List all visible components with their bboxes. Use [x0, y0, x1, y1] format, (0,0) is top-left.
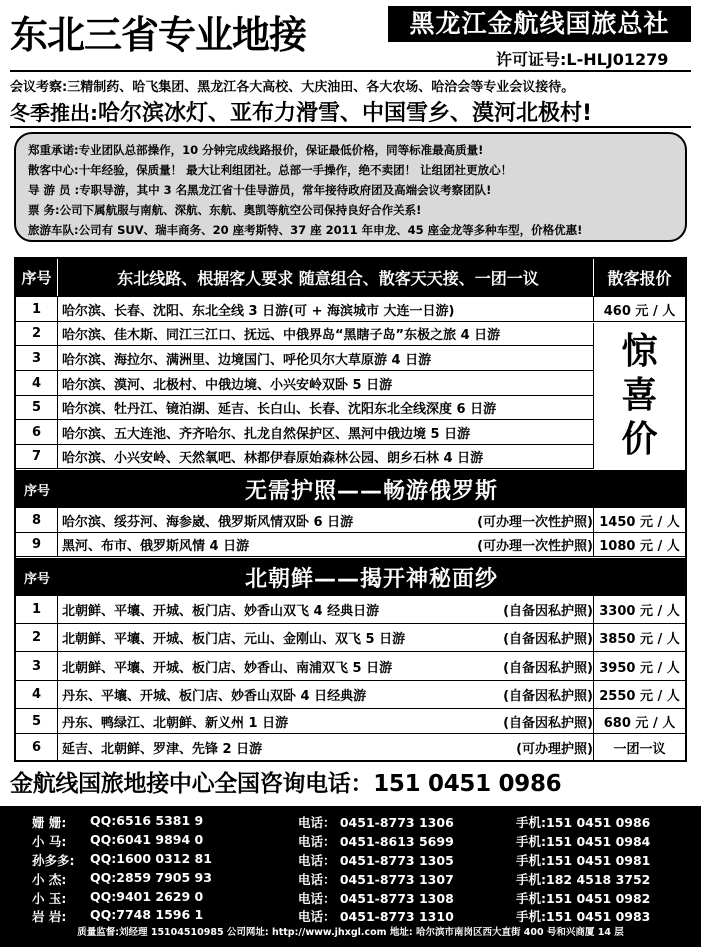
contact-tel: 电话： 0451-8773 1305	[298, 853, 454, 868]
col-title-header: 东北线路、根据客人要求 随意组合、散客天天接、一团一议	[117, 269, 539, 288]
row-route: 延吉、北朝鲜、罗津、先锋 2 日游	[62, 741, 263, 757]
contact-qq: QQ:6041 9894 0	[90, 832, 204, 847]
info-text: 公司下属航服与南航、深航、东航、奥凯等航空公司保持良好合作关系!	[59, 203, 422, 217]
contact-qq: QQ:6516 5381 9	[90, 813, 204, 828]
row-no: 3	[16, 346, 58, 370]
table-row	[16, 346, 685, 371]
contact-tel: 电话： 0451-8773 1308	[298, 891, 454, 906]
row-no: 8	[16, 508, 58, 532]
row-price: 1080 元 / 人	[593, 533, 685, 556]
row-no: 6	[16, 734, 58, 760]
col-no-header: 序号	[16, 259, 58, 296]
license-number: 许可证号:L-HLJ01279	[496, 50, 669, 69]
row-route: 哈尔滨、牡丹江、镜泊湖、延吉、长白山、长春、沈阳东北全线深度 6 日游	[62, 402, 497, 417]
table-row	[16, 624, 685, 652]
table-row	[16, 396, 685, 420]
info-label: 郑重承诺:	[28, 143, 79, 157]
row-no: 6	[16, 420, 58, 444]
row-route: 哈尔滨、绥芬河、海参崴、俄罗斯风情双卧 6 日游	[62, 514, 354, 530]
contact-name: 姗 姗:	[32, 815, 67, 830]
table-row	[16, 508, 685, 533]
contact-mobile: 手机:151 0451 0986	[516, 815, 651, 830]
surprise-char: 喜	[621, 375, 658, 416]
info-label: 散客中心:	[28, 163, 79, 177]
surprise-price	[593, 323, 685, 469]
row-price: 一团一议	[593, 734, 685, 760]
table-row	[16, 420, 685, 445]
main-title: 东北三省专业地接	[10, 13, 307, 57]
table-row	[16, 445, 685, 469]
tour-table	[14, 257, 687, 762]
row-note: (可办理一次性护照)	[477, 514, 593, 530]
row-no: 4	[16, 371, 58, 395]
table-row	[16, 652, 685, 681]
row-route: 黑河、布市、俄罗斯风情 4 日游	[62, 539, 250, 554]
table-row	[16, 709, 685, 734]
contact-name: 孙多多:	[32, 853, 75, 868]
contact-row	[0, 832, 701, 851]
contact-tel: 电话： 0451-8773 1307	[298, 872, 454, 887]
row-no: 5	[16, 709, 58, 733]
surprise-char: 价	[621, 419, 658, 460]
info-box	[14, 132, 687, 242]
row-no: 2	[16, 624, 58, 651]
row-no: 9	[16, 533, 58, 556]
row-no: 3	[16, 652, 58, 680]
divider	[10, 70, 691, 72]
hotline: 金航线国旅地接中心全国咨询电话：151 0451 0986	[10, 771, 562, 797]
meeting-label: 会议考察:	[10, 80, 68, 95]
winter-label: 冬季推出:	[10, 101, 98, 125]
contact-name: 小 马:	[32, 834, 67, 849]
row-route: 哈尔滨、长春、沈阳、东北全线 3 日游(可 + 海滨城市 大连一日游)	[62, 303, 455, 319]
contact-qq: QQ:7748 1596 1	[90, 907, 204, 922]
contact-mobile: 手机:151 0451 0983	[516, 909, 651, 924]
info-item-fleet	[28, 220, 685, 240]
winter-text: 哈尔滨冰灯、亚布力滑雪、中国雪乡、漠河北极村!	[98, 101, 593, 126]
row-price: 680 元 / 人	[593, 709, 685, 733]
divider	[10, 126, 691, 128]
row-note: (自备因私护照)	[503, 632, 593, 647]
row-route: 哈尔滨、海拉尔、满洲里、边境国门、呼伦贝尔大草原游 4 日游	[62, 352, 432, 368]
table-row	[16, 322, 685, 346]
contact-tel: 电话： 0451-8773 1306	[298, 815, 454, 830]
row-price: 2550 元 / 人	[593, 681, 685, 708]
row-route: 北朝鲜、平壤、开城、板门店、元山、金刚山、双飞 5 日游	[62, 632, 406, 647]
row-route: 北朝鲜、平壤、开城、板门店、妙香山双飞 4 经典日游	[62, 604, 380, 619]
row-price: 460 元 / 人	[593, 297, 685, 321]
contact-mobile: 手机:151 0451 0982	[516, 891, 651, 906]
row-price: 3850 元 / 人	[593, 624, 685, 651]
contact-tel: 电话： 0451-8773 1310	[298, 909, 454, 924]
company-name: 黑龙江金航线国旅总社	[388, 6, 691, 42]
info-text: 公司有 SUV、瑞丰商务、20 座考斯特、37 座 2011 年申龙、45 座金龙等多种车型，价格优惠!	[78, 223, 583, 237]
row-note: (可办理一次性护照)	[477, 539, 593, 554]
contacts-panel	[0, 806, 701, 947]
contact-mobile: 手机:182 4518 3752	[516, 872, 651, 887]
contact-row	[0, 870, 701, 889]
footer-info: 质量监督:刘经理 15104510985 公司网址: http://www.jhxgl.com 地址: 哈尔滨市南岗区西大直街 400 号和兴商厦 14 层	[77, 927, 624, 938]
col-price-header: 散客报价	[593, 259, 685, 296]
contact-qq: QQ:1600 0312 81	[90, 851, 212, 866]
row-no: 1	[16, 596, 58, 623]
col-no-header: 序号	[23, 571, 50, 587]
table-header	[16, 259, 685, 297]
row-note: (自备因私护照)	[503, 689, 593, 704]
row-no: 5	[16, 396, 58, 419]
contact-name: 岩 岩:	[32, 909, 67, 924]
row-note: (自备因私护照)	[503, 604, 593, 619]
table-row	[16, 297, 685, 322]
info-label: 导 游 员 :	[28, 183, 80, 197]
row-no: 1	[16, 297, 58, 321]
info-text: 十年经验，保质量！ 最大让利组团社。总部一手操作，绝不卖团！ 让组团社更放心！	[78, 163, 513, 177]
info-text: 专职导游，其中 3 名黑龙江省十佳导游员，常年接待政府团及高端会议考察团队!	[79, 183, 492, 197]
info-item-center	[28, 160, 685, 180]
row-price: 3950 元 / 人	[593, 652, 685, 680]
info-label: 旅游车队:	[28, 223, 79, 237]
table-row	[16, 533, 685, 557]
row-route: 哈尔滨、佳木斯、同江三江口、抚远、中俄界岛“黑瞎子岛”东极之旅 4 日游	[62, 328, 501, 343]
contact-mobile: 手机:151 0451 0981	[516, 853, 651, 868]
info-item-guide	[28, 180, 685, 200]
header	[0, 0, 701, 70]
meeting-line	[10, 76, 574, 95]
row-route: 哈尔滨、小兴安岭、天然氧吧、林都伊春原始森林公园、朗乡石林 4 日游	[62, 451, 484, 466]
meeting-text: 三精制药、哈飞集团、黑龙江各大高校、大庆油田、各大农场、哈洽会等专业会议接待。	[67, 80, 575, 95]
contact-row	[0, 889, 701, 908]
row-no: 7	[16, 445, 58, 468]
row-note: (自备因私护照)	[503, 715, 593, 731]
row-note: (可办理护照)	[516, 741, 593, 757]
info-text: 专业团队总部操作，10 分钟完成线路报价，保证最低价格，同等标准最高质量!	[78, 143, 484, 157]
table-row	[16, 596, 685, 624]
row-note: (自备因私护照)	[503, 660, 593, 676]
info-item-ticket	[28, 200, 685, 220]
winter-promo	[10, 96, 592, 127]
row-price: 3300 元 / 人	[593, 596, 685, 623]
row-no: 2	[16, 322, 58, 345]
col-no-header: 序号	[23, 483, 50, 499]
row-no: 4	[16, 681, 58, 708]
contact-tel: 电话： 0451-8613 5699	[298, 834, 454, 849]
info-item-promise	[28, 140, 685, 160]
contact-mobile: 手机:151 0451 0984	[516, 834, 651, 849]
table-row	[16, 371, 685, 396]
korea-section-header	[16, 558, 685, 596]
russia-section-header	[16, 470, 685, 508]
row-route: 丹东、平壤、开城、板门店、妙香山双卧 4 日经典游	[62, 689, 367, 704]
table-row	[16, 681, 685, 709]
table-row	[16, 734, 685, 760]
row-route: 哈尔滨、五大连池、齐齐哈尔、扎龙自然保护区、黑河中俄边境 5 日游	[62, 426, 471, 442]
contact-row	[0, 813, 701, 832]
row-route: 哈尔滨、漠河、北极村、中俄边境、小兴安岭双卧 5 日游	[62, 377, 393, 393]
contact-name: 小 玉:	[32, 891, 67, 906]
contact-name: 小 杰:	[32, 872, 67, 887]
contact-qq: QQ:2859 7905 93	[90, 870, 212, 885]
row-route: 北朝鲜、平壤、开城、板门店、妙香山、南浦双飞 5 日游	[62, 660, 393, 676]
row-route: 丹东、鸭绿江、北朝鲜、新义州 1 日游	[62, 715, 289, 731]
row-price: 1450 元 / 人	[593, 508, 685, 532]
info-label: 票 务:	[28, 203, 60, 217]
contact-row	[0, 851, 701, 870]
contact-qq: QQ:9401 2629 0	[90, 889, 204, 904]
russia-title: 无需护照——畅游俄罗斯	[244, 478, 498, 504]
surprise-char: 惊	[621, 331, 658, 372]
korea-title: 北朝鲜——揭开神秘面纱	[244, 566, 498, 592]
